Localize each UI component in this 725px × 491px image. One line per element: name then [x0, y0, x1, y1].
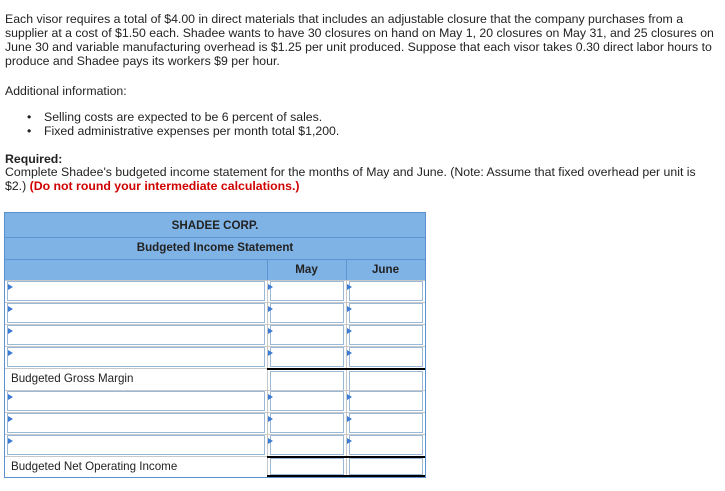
rounding-note: (Do not round your intermediate calculations.): [29, 179, 300, 193]
dropdown-arrow-icon: [268, 328, 273, 334]
label-select-row-4[interactable]: [7, 347, 265, 367]
bullet-fixed-admin: • Fixed administrative expenses per month total $1,200.: [27, 124, 340, 138]
company-name: SHADEE CORP.: [171, 219, 259, 232]
june-input-row-4[interactable]: [349, 347, 423, 367]
header-company-row: [5, 213, 425, 237]
june-net-income-input[interactable]: [349, 458, 423, 475]
dropdown-arrow-icon: [268, 416, 273, 422]
dropdown-arrow-icon: [268, 284, 273, 290]
dropdown-arrow-icon: [268, 438, 273, 444]
may-input-row-7[interactable]: [270, 413, 344, 433]
required-heading: Required:: [5, 152, 63, 166]
dropdown-arrow-icon: [268, 306, 273, 312]
may-gross-margin-input[interactable]: [270, 371, 344, 391]
dropdown-arrow-icon: [8, 416, 13, 422]
label-select-row-1[interactable]: [7, 281, 265, 301]
may-net-income-input[interactable]: [270, 458, 344, 475]
dropdown-arrow-icon: [8, 306, 13, 312]
label-select-row-6[interactable]: [7, 391, 265, 411]
net-income-label: Budgeted Net Operating Income: [11, 460, 178, 473]
dropdown-arrow-icon: [8, 350, 13, 356]
dropdown-arrow-icon: [8, 328, 13, 334]
dropdown-arrow-icon: [8, 438, 13, 444]
dropdown-arrow-icon: [8, 394, 13, 400]
bullet-dot-icon: •: [27, 110, 32, 124]
col-may-header: May: [295, 263, 318, 276]
label-select-row-3[interactable]: [7, 325, 265, 345]
june-input-row-2[interactable]: [349, 303, 423, 323]
bullet-selling-costs: • Selling costs are expected to be 6 percent of sales.: [27, 110, 323, 124]
bullet-dot-icon: •: [27, 124, 32, 138]
col-june-header: June: [371, 263, 400, 276]
june-gross-margin-input[interactable]: [349, 371, 423, 391]
dropdown-arrow-icon: [268, 350, 273, 356]
total-rule: [267, 368, 425, 370]
additional-info-label: Additional information:: [5, 84, 127, 98]
june-input-row-6[interactable]: [349, 391, 423, 411]
june-input-row-7[interactable]: [349, 413, 423, 433]
statement-title: Budgeted Income Statement: [136, 241, 294, 254]
problem-paragraph: Each visor requires a total of $4.00 in direct materials that includes an adjustable closure that the company purchases from a supplier at a cost of $1.50 each. Shadee wants to have 30 closures on hand on May 1, 20 closures on May 31, and 25 closures on June 30 and variable manufacturing overhead is $1.25 per unit produced. Suppose that each visor takes 0.30 direct labor hours to produce and Shadee pays its workers $9 per hour.: [5, 12, 714, 68]
header-columns-row: [5, 259, 425, 281]
label-select-row-2[interactable]: [7, 303, 265, 323]
double-underline: [267, 475, 425, 477]
may-input-row-8[interactable]: [270, 435, 344, 455]
may-input-row-3[interactable]: [270, 325, 344, 345]
dropdown-arrow-icon: [347, 438, 352, 444]
may-input-row-4[interactable]: [270, 347, 344, 367]
june-input-row-1[interactable]: [349, 281, 423, 301]
required-text: Complete Shadee's budgeted income statement for the months of May and June. (Note: Assume that fixed overhead per unit is $2.) (Do not round your intermediate calculations.): [5, 165, 696, 193]
may-input-row-1[interactable]: [270, 281, 344, 301]
income-statement-table: [4, 212, 426, 478]
may-input-row-2[interactable]: [270, 303, 344, 323]
june-input-row-8[interactable]: [349, 435, 423, 455]
gross-margin-label: Budgeted Gross Margin: [11, 372, 134, 385]
dropdown-arrow-icon: [347, 284, 352, 290]
dropdown-arrow-icon: [347, 328, 352, 334]
may-input-row-6[interactable]: [270, 391, 344, 411]
june-input-row-3[interactable]: [349, 325, 423, 345]
dropdown-arrow-icon: [347, 416, 352, 422]
header-title-row: [5, 237, 425, 260]
dropdown-arrow-icon: [347, 350, 352, 356]
dropdown-arrow-icon: [347, 394, 352, 400]
dropdown-arrow-icon: [268, 394, 273, 400]
dropdown-arrow-icon: [347, 306, 352, 312]
label-select-row-8[interactable]: [7, 435, 265, 455]
dropdown-arrow-icon: [8, 284, 13, 290]
label-select-row-7[interactable]: [7, 413, 265, 433]
info-bullets: [27, 110, 339, 138]
